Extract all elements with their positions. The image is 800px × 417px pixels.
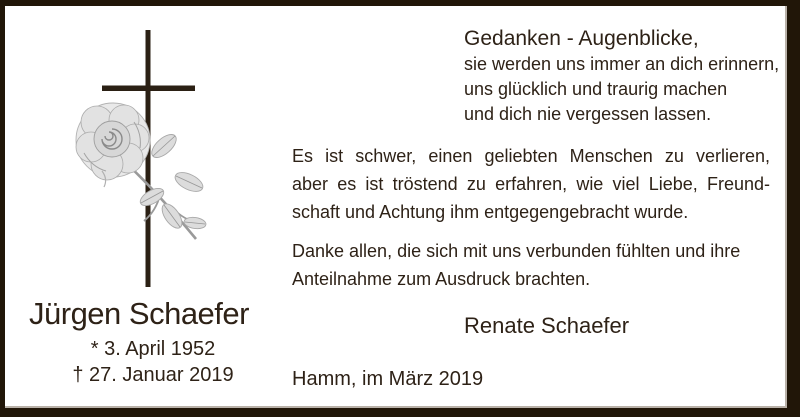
deceased-block [29,295,277,388]
memorial-quote [464,25,779,127]
memorial-quote-line: uns glücklich und traurig machen [464,79,728,99]
memorial-quote-line: sie werden uns immer an dich erinnern, [464,54,780,74]
thanks-paragraph [292,237,770,293]
birth-date: * 3. April 1952 [90,338,216,360]
memorial-quote-line: Gedanken - Augenblicke, [464,27,699,50]
condolence-paragraph [292,142,770,226]
mourner-name: Renate Schaefer [464,313,630,338]
condolence-line: aber es ist tröstend zu erfahren, wie viel Liebe, Freund- [292,174,770,194]
thanks-line: Danke allen, die sich mit uns verbunden fühlten und ihre [292,241,741,261]
condolence-line: schaft und Achtung ihm entgegengebracht wurde. [292,202,689,222]
deceased-name: Jürgen Schaefer [29,296,249,331]
thanks-line: Anteilnahme zum Ausdruck brachten. [292,269,591,289]
cross-rose-illustration [60,25,210,290]
death-date: † 27. Januar 2019 [72,364,234,386]
rose-icon [76,103,207,239]
place-date: Hamm, im März 2019 [292,368,484,390]
memorial-quote-line: und dich nie vergessen lassen. [464,104,712,124]
condolence-line: Es ist schwer, einen geliebten Menschen zu verlieren, [292,146,770,166]
